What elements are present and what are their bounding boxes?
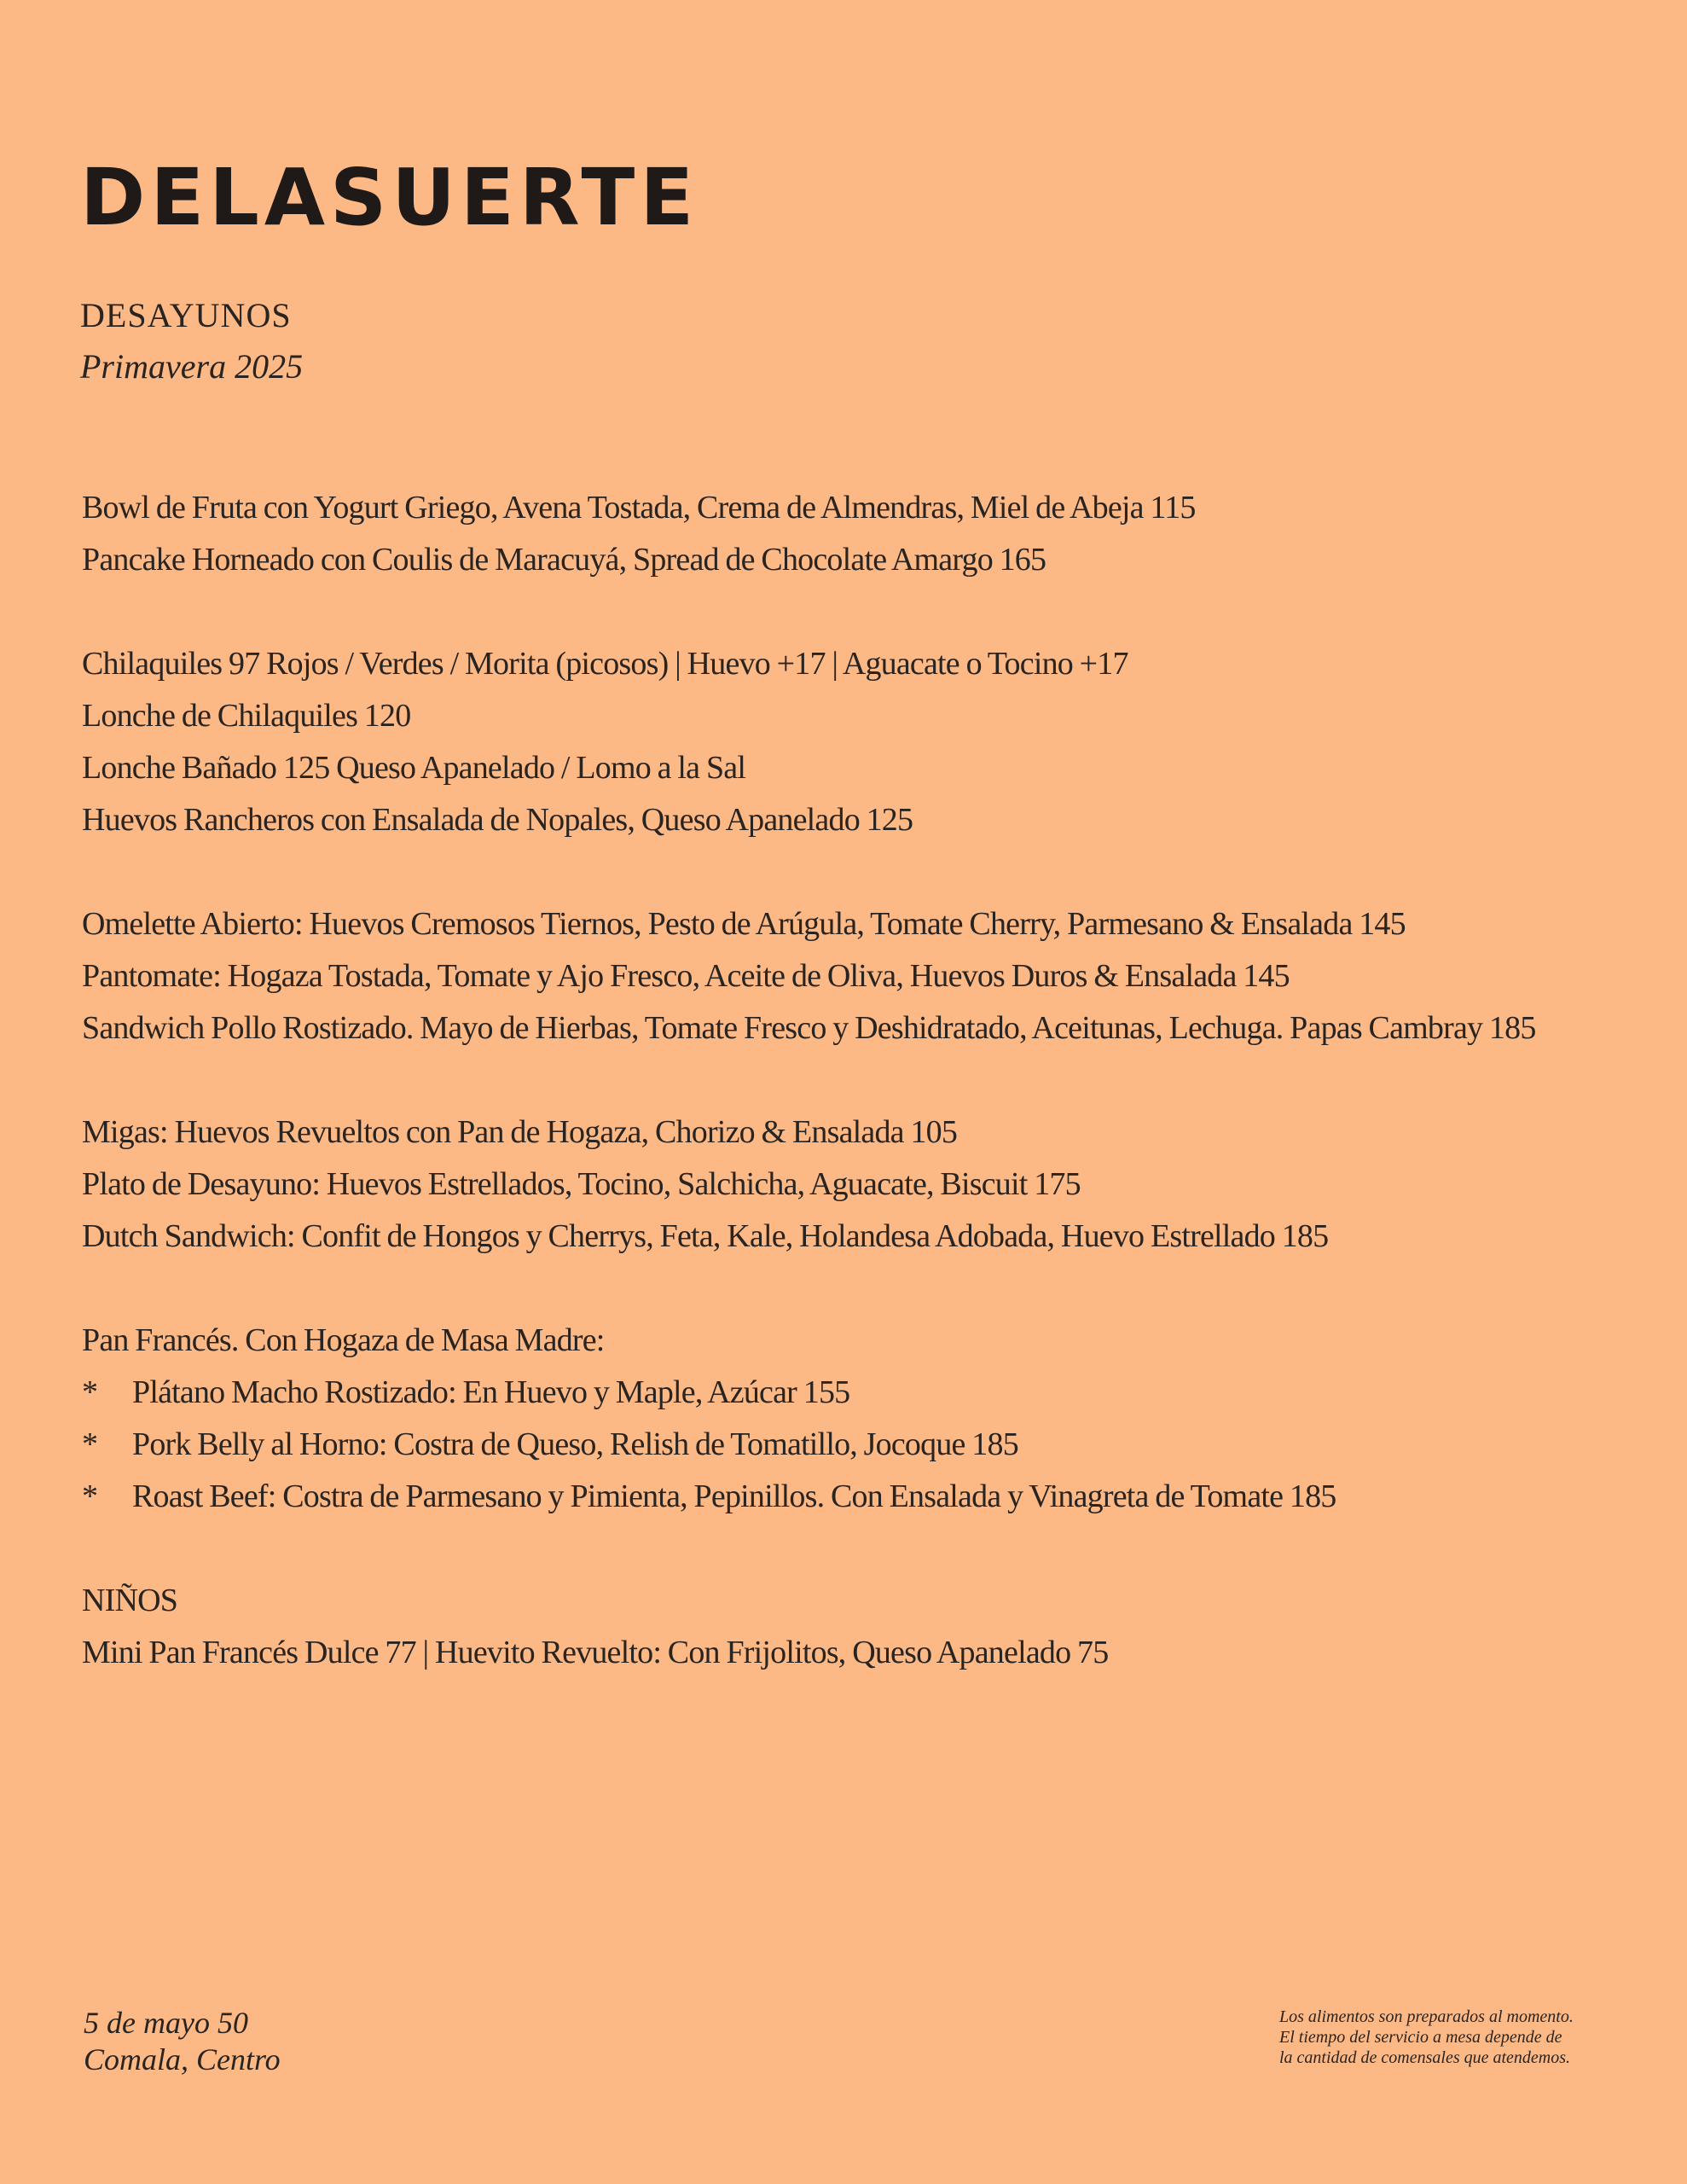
french-toast-item [82, 1367, 1651, 1419]
menu-item: Bowl de Fruta con Yogurt Griego, Avena Tostada, Crema de Almendras, Miel de Abeja 115 [82, 490, 1196, 526]
menu-item: Lonche Bañado 125 Queso Apanelado / Lomo a la Sal [82, 750, 746, 786]
address-line-city: Comala, Centro [84, 2042, 281, 2077]
french-toast-item-text: Plátano Macho Rostizado: En Huevo y Maple, Azúcar 155 [132, 1374, 850, 1410]
french-toast-item-text: Pork Belly al Horno: Costra de Queso, Relish de Tomatillo, Jocoque 185 [132, 1426, 1018, 1462]
french-toast-heading: Pan Francés. Con Hogaza de Masa Madre: [82, 1322, 605, 1358]
menu-item: Pantomate: Hogaza Tostada, Tomate y Ajo Fresco, Aceite de Oliva, Huevos Duros & Ensalada 145 [82, 958, 1290, 994]
menu-item: Huevos Rancheros con Ensalada de Nopales, Queso Apanelado 125 [82, 802, 913, 838]
menu-item: Lonche de Chilaquiles 120 [82, 698, 411, 734]
season-subtitle: Primavera 2025 [80, 347, 304, 386]
bullet-asterisk: * [82, 1478, 98, 1514]
menu-group-chilaquiles [82, 638, 1651, 846]
menu-item: Migas: Huevos Revueltos con Pan de Hogaza, Chorizo & Ensalada 105 [82, 1114, 958, 1150]
menu-item: Sandwich Pollo Rostizado. Mayo de Hierbas, Tomate Fresco y Deshidratado, Aceitunas, Lechuga. Papas Cambray 185 [82, 1010, 1536, 1046]
menu-group-platos [82, 1107, 1651, 1263]
bullet-asterisk: * [82, 1374, 98, 1410]
french-toast-item-text: Roast Beef: Costra de Parmesano y Pimienta, Pepinillos. Con Ensalada y Vinagreta de Tomate 185 [132, 1478, 1336, 1514]
brand-logo: DELASUERTE [80, 152, 699, 243]
note-line: Los alimentos son preparados al momento. [1279, 2007, 1574, 2026]
menu-group-sweet [82, 482, 1651, 586]
section-title: DESAYUNOS [80, 296, 292, 334]
french-toast-item [82, 1471, 1651, 1523]
menu-group-kids [82, 1575, 1651, 1679]
note-line: la cantidad de comensales que atendemos. [1279, 2048, 1571, 2067]
menu-item: Dutch Sandwich: Confit de Hongos y Cherrys, Feta, Kale, Holandesa Adobada, Huevo Estrellado 185 [82, 1218, 1329, 1254]
french-toast-item [82, 1419, 1651, 1471]
bullet-asterisk: * [82, 1426, 98, 1462]
footer-note [1279, 2007, 1655, 2068]
menu-group-french-toast [82, 1315, 1651, 1523]
footer-address [84, 2005, 281, 2078]
menu-item: Plato de Desayuno: Huevos Estrellados, Tocino, Salchicha, Aguacate, Biscuit 175 [82, 1166, 1081, 1202]
menu-list [82, 482, 1651, 1731]
menu-item: Chilaquiles 97 Rojos / Verdes / Morita (picosos) | Huevo +17 | Aguacate o Tocino +17 [82, 646, 1128, 682]
menu-group-eggs-sandwich [82, 898, 1651, 1054]
kids-items: Mini Pan Francés Dulce 77 | Huevito Revuelto: Con Frijolitos, Queso Apanelado 75 [82, 1635, 1109, 1670]
menu-item: Pancake Horneado con Coulis de Maracuyá, Spread de Chocolate Amargo 165 [82, 542, 1046, 578]
note-line: El tiempo del servicio a mesa depende de [1279, 2028, 1562, 2047]
menu-item: Omelette Abierto: Huevos Cremosos Tiernos, Pesto de Arúgula, Tomate Cherry, Parmesano & Ensalada 145 [82, 906, 1406, 942]
address-line-street: 5 de mayo 50 [84, 2006, 248, 2040]
kids-heading: NIÑOS [82, 1583, 178, 1618]
